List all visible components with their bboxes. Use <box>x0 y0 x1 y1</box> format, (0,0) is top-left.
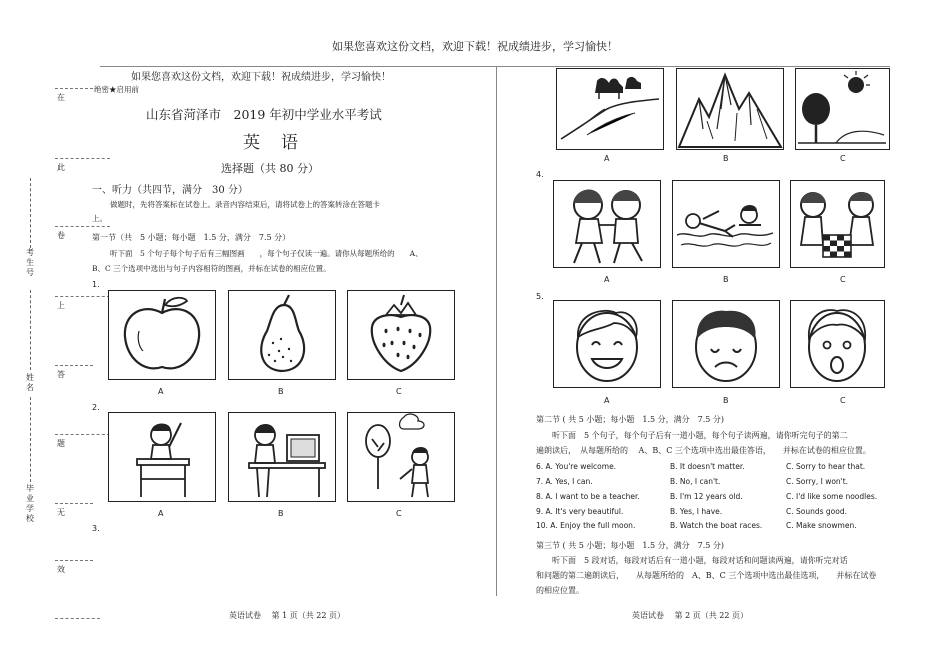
q4-label-c: C <box>840 275 846 284</box>
secret-label: 绝密★启用前 <box>94 85 139 94</box>
q7-option-c[interactable]: C. Sorry, I won't. <box>786 477 849 486</box>
sad-face-icon <box>673 301 779 387</box>
q3-label-a: A <box>604 154 610 163</box>
surprised-face-icon <box>791 301 884 387</box>
margin-mark-6: 题 <box>57 439 65 448</box>
q2-label-a: A <box>158 509 164 518</box>
q1-picture-b <box>228 290 336 380</box>
q4-picture-c <box>790 180 885 268</box>
margin-mark-3: 卷 <box>57 231 65 240</box>
q1-label-b: B <box>278 387 284 396</box>
q3-picture-b <box>676 68 784 150</box>
margin-mark-1: 在 <box>57 93 65 102</box>
q7-option-a[interactable]: 7. A. Yes, I can. <box>536 477 593 486</box>
s2-title: 第二节 ( 共 5 小题；每小题 1.5 分，满分 7.5 分) <box>536 415 725 424</box>
s3-line1: 听下面 5 段对话，每段对话后有一道小题，每段对话和问题读两遍，请你听完对话 <box>552 556 848 565</box>
q9-option-b[interactable]: B. Yes, I have. <box>670 507 723 516</box>
q2-picture-a <box>108 412 216 502</box>
q2-label-c: C <box>396 509 402 518</box>
q3-picture-c <box>795 68 890 150</box>
s3-line2: 和问题的第二遍朗读后， 从每题所给的 A、B、C 三个选项中选出最佳选项， 并标在试卷 <box>536 571 877 580</box>
pear-icon <box>229 291 335 379</box>
boy-raising-hand-icon <box>109 413 215 501</box>
mountains-icon <box>677 69 783 149</box>
top-banner: 如果您喜欢这份文档，欢迎下载！祝成绩进步，学习愉快！ <box>332 40 618 53</box>
desert-camels-icon <box>557 69 663 149</box>
q5-label-a: A <box>604 396 610 405</box>
q10-option-a[interactable]: 10. A. Enjoy the full moon. <box>536 521 636 530</box>
s3-line3: 的相应位置。 <box>536 586 584 595</box>
q9-option-c[interactable]: C. Sounds good. <box>786 507 847 516</box>
q5-picture-b <box>672 300 780 388</box>
field-exam-no: 考 生 号 <box>26 248 34 277</box>
margin-mark-7: 无 <box>57 508 65 517</box>
header-rule <box>100 66 890 67</box>
field-name: 姓 名 <box>26 373 34 392</box>
kids-dancing-icon <box>554 181 660 267</box>
s2-line2: 遍朗读后， 从每题所给的 A、B、C 三个选项中选出最佳答语， 并标在试卷的相应位置。 <box>536 446 871 455</box>
q3-label-b: B <box>723 154 729 163</box>
strawberry-icon <box>348 291 454 379</box>
boy-at-computer-icon <box>229 413 335 501</box>
q4-label-a: A <box>604 275 610 284</box>
left-banner: 如果您喜欢这份文档，欢迎下载！祝成绩进步，学习愉快！ <box>131 72 391 83</box>
margin-mark-2: 此 <box>57 163 65 172</box>
q6-option-b[interactable]: B. It doesn't matter. <box>670 462 745 471</box>
q5-number: 5. <box>536 292 544 301</box>
page-divider <box>496 66 497 596</box>
q4-picture-b <box>672 180 780 268</box>
subject-title: 英 语 <box>243 133 300 153</box>
happy-face-icon <box>554 301 660 387</box>
part1-title: 一、听力（共四节，满分 30 分） <box>92 185 248 196</box>
q4-number: 4. <box>536 170 544 179</box>
q3-picture-a <box>556 68 664 150</box>
margin-mark-5: 答 <box>57 370 65 379</box>
part1-note-a: 做题时，先将答案标在试卷上。录音内容结束后，请将试卷上的答案转涂在答题卡 <box>110 200 380 209</box>
q1-picture-a <box>108 290 216 380</box>
kids-chess-icon <box>791 181 884 267</box>
s1-line1: 听下面 5 个句子每个句子后有三幅图画 ，每个句子仅读一遍。请你从每题所给的 A、 <box>110 249 423 258</box>
q3-number: 3. <box>92 524 100 533</box>
left-footer: 英语试卷 第 1 页（共 22 页） <box>229 611 345 620</box>
q2-label-b: B <box>278 509 284 518</box>
q9-option-a[interactable]: 9. A. It's very beautiful. <box>536 507 624 516</box>
q5-picture-a <box>553 300 661 388</box>
q1-label-a: A <box>158 387 164 396</box>
q2-number: 2. <box>92 403 100 412</box>
q5-label-c: C <box>840 396 846 405</box>
q10-option-b[interactable]: B. Watch the boat races. <box>670 521 763 530</box>
q6-option-c[interactable]: C. Sorry to hear that. <box>786 462 866 471</box>
q5-picture-c <box>790 300 885 388</box>
q10-option-c[interactable]: C. Make snowmen. <box>786 521 857 530</box>
q2-picture-b <box>228 412 336 502</box>
s1-line2: B、C 三个选项中选出与句子内容相符的图画，并标在试卷的相应位置。 <box>92 264 331 273</box>
q4-picture-a <box>553 180 661 268</box>
field-school: 毕 业 学 校 <box>26 484 34 523</box>
q7-option-b[interactable]: B. No, I can't. <box>670 477 721 486</box>
sun-trees-icon <box>796 69 889 149</box>
right-footer: 英语试卷 第 2 页（共 22 页） <box>632 611 748 620</box>
q1-picture-c <box>347 290 455 380</box>
q8-option-c[interactable]: C. I'd like some noodles. <box>786 492 878 501</box>
q8-option-b[interactable]: B. I'm 12 years old. <box>670 492 743 501</box>
q2-picture-c <box>347 412 455 502</box>
q4-label-b: B <box>723 275 729 284</box>
boy-drawing-tree-icon <box>348 413 454 501</box>
s2-line1: 听下面 5 个句子，每个句子后有一道小题，每个句子读两遍，请你听完句子的第二 <box>552 431 848 440</box>
q5-label-b: B <box>723 396 729 405</box>
kids-swimming-icon <box>673 181 779 267</box>
apple-icon <box>109 291 215 379</box>
margin-mark-4: 上 <box>57 301 65 310</box>
section-title: 选择题（共 80 分） <box>221 162 319 175</box>
s1-title: 第一节（共 5 小题；每小题 1.5 分，满分 7.5 分） <box>92 233 291 242</box>
q6-option-a[interactable]: 6. A. You're welcome. <box>536 462 617 471</box>
part1-note-b: 上。 <box>92 214 107 223</box>
q8-option-a[interactable]: 8. A. I want to be a teacher. <box>536 492 640 501</box>
exam-title: 山东省菏泽市 2019 年初中学业水平考试 <box>146 107 382 122</box>
margin-mark-8: 效 <box>57 565 65 574</box>
q1-label-c: C <box>396 387 402 396</box>
s3-title: 第三节 ( 共 5 小题；每小题 1.5 分，满分 7.5 分) <box>536 541 725 550</box>
q1-number: 1. <box>92 280 100 289</box>
q3-label-c: C <box>840 154 846 163</box>
